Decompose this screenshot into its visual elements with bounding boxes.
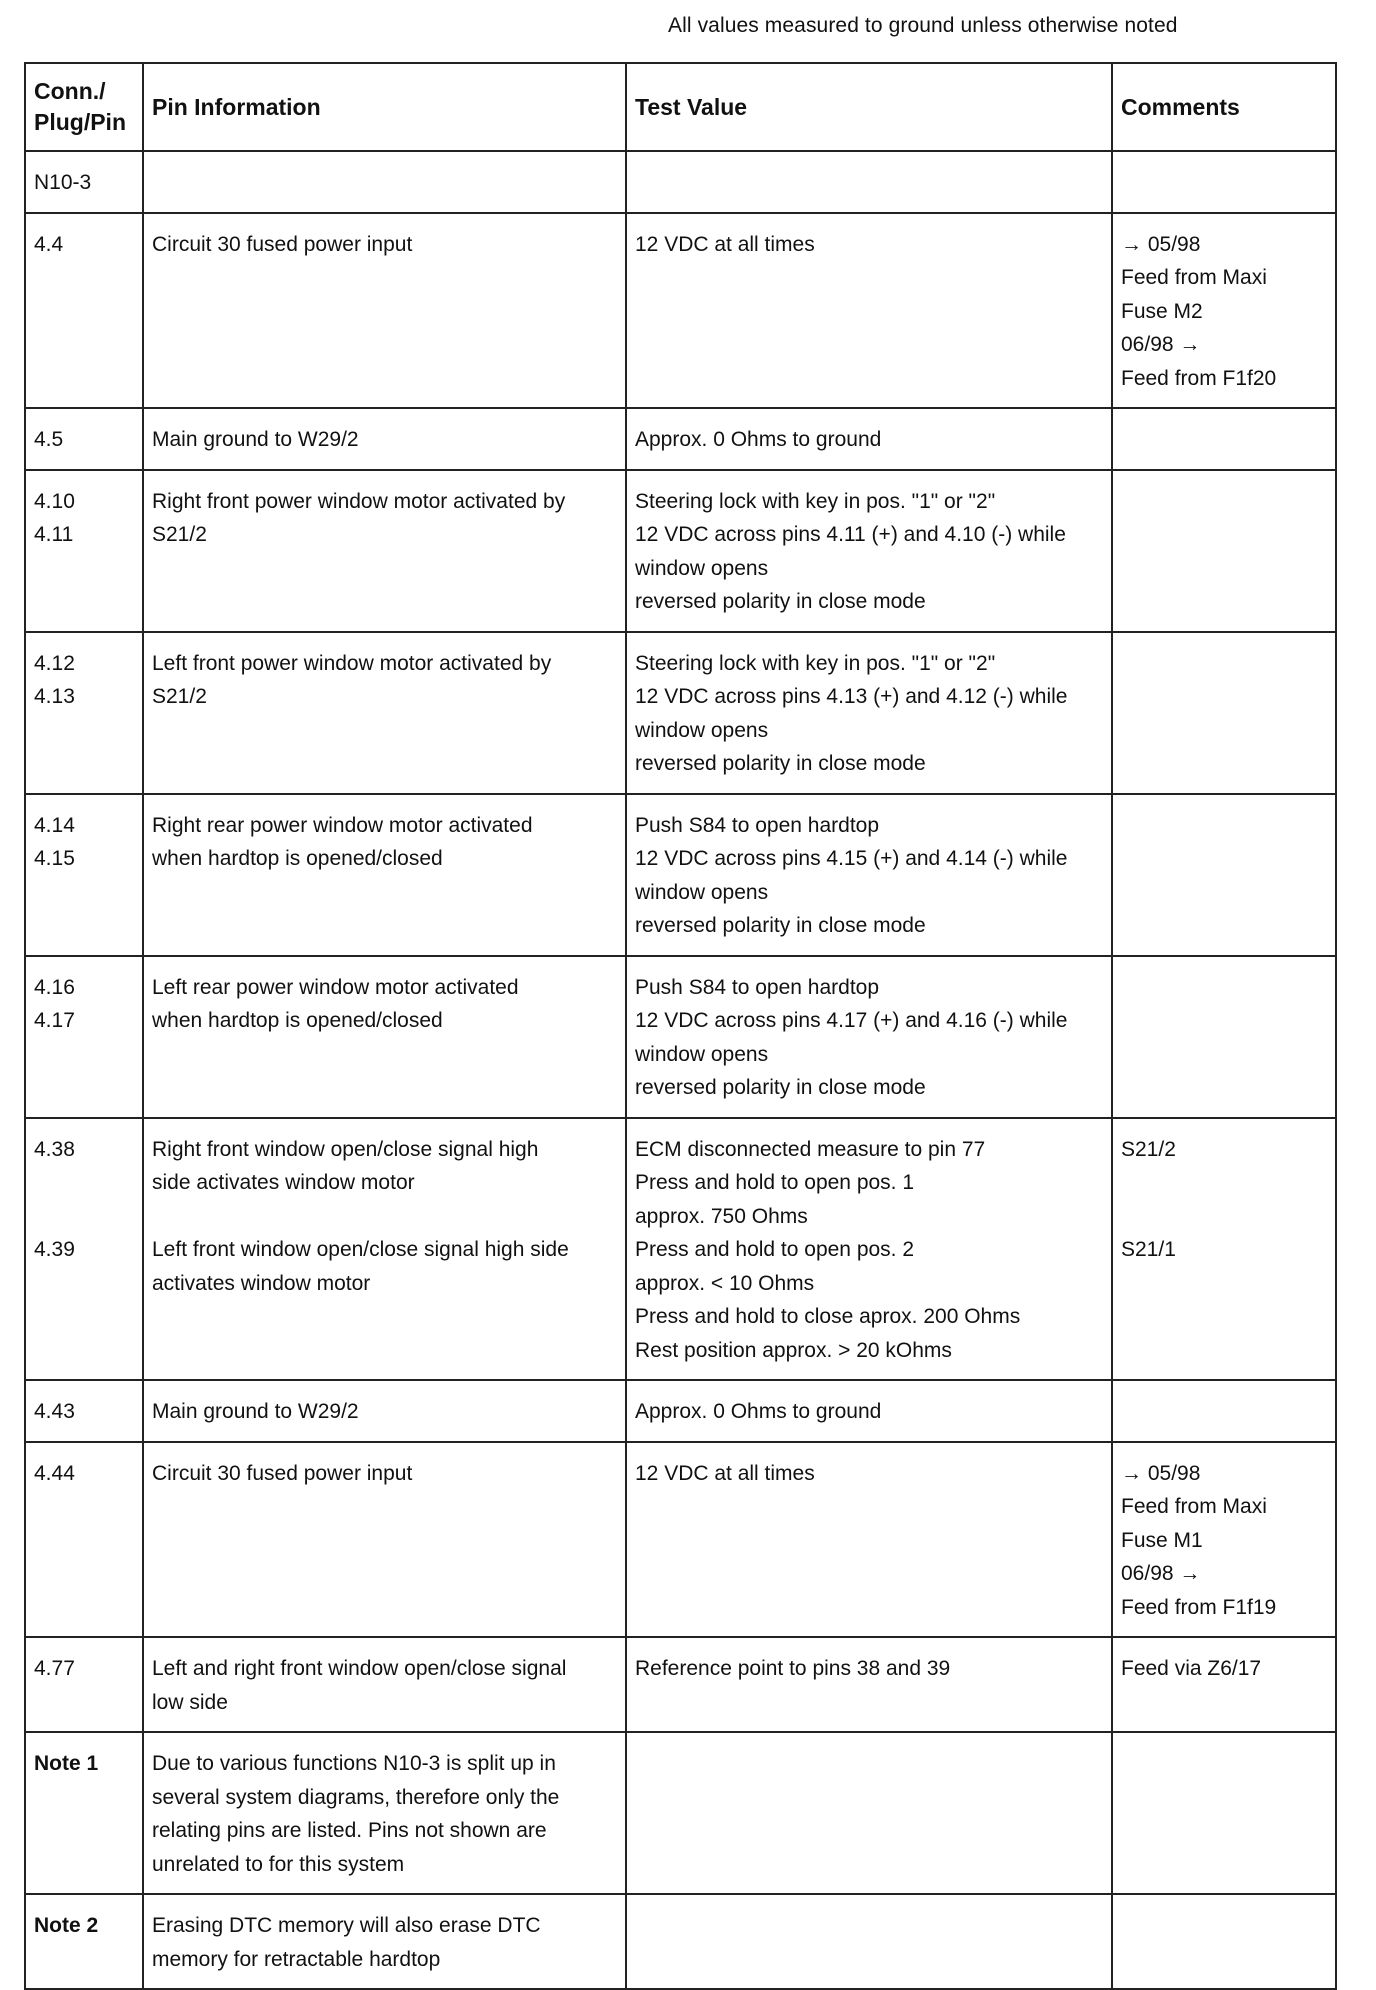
- comments-cell-line: Feed from Maxi: [1121, 266, 1267, 289]
- pin-info-cell-line: unrelated to for this system: [152, 1852, 405, 1876]
- pin-info-cell: [143, 794, 626, 956]
- pin-cell: [25, 956, 143, 1118]
- comments-cell: [1112, 1442, 1336, 1638]
- test-value-cell-line: Reference point to pins 38 and 39: [635, 1657, 951, 1680]
- measurement-note: All values measured to ground unless otherwise noted: [668, 14, 1178, 37]
- comments-cell: [1112, 1637, 1336, 1732]
- comments-cell: [1112, 213, 1336, 409]
- pin-cell-line: 4.4: [34, 232, 64, 256]
- test-value-cell-line: 12 VDC across pins 4.15 (+) and 4.14 (-) while: [635, 847, 1068, 870]
- pin-info-cell-line: Circuit 30 fused power input: [152, 1461, 413, 1485]
- pin-info-cell: [143, 470, 626, 632]
- comments-cell-line: Fuse M2: [1121, 299, 1203, 323]
- test-value-cell-line: 12 VDC across pins 4.17 (+) and 4.16 (-) while: [635, 1009, 1068, 1032]
- pin-info-cell-line: Erasing DTC memory will also erase DTC: [152, 1914, 541, 1937]
- pin-cell: [25, 470, 143, 632]
- pin-info-cell-line: memory for retractable hardtop: [152, 1947, 441, 1971]
- test-value-cell: [626, 470, 1112, 632]
- pin-cell-line: 4.16: [34, 975, 75, 999]
- test-value-cell-line: 12 VDC across pins 4.11 (+) and 4.10 (-) while: [635, 523, 1066, 546]
- comments-cell: [1112, 1380, 1336, 1442]
- test-value-cell-line: 12 VDC at all times: [635, 1461, 815, 1485]
- pin-info-cell-line: when hardtop is opened/closed: [152, 847, 443, 870]
- pin-info-cell-line: Circuit 30 fused power input: [152, 232, 413, 256]
- column-header-conn: [25, 63, 143, 151]
- column-header-conn-line1: Conn./: [34, 78, 106, 104]
- pin-cell: [25, 1380, 143, 1442]
- test-value-cell-line: reversed polarity in close mode: [635, 590, 926, 613]
- pin-cell: [25, 408, 143, 470]
- pin-info-cell-line: Left front power window motor activated by: [152, 651, 552, 675]
- pin-cell-line: Note 2: [34, 1914, 99, 1937]
- section-empty-cell: [1112, 151, 1336, 213]
- comments-cell: [1112, 794, 1336, 956]
- comments-cell-line: S21/1: [1121, 1238, 1176, 1261]
- pin-info-cell-line: Left and right front window open/close signal: [152, 1657, 567, 1680]
- test-value-cell-line: ECM disconnected measure to pin 77: [635, 1137, 986, 1161]
- pin-cell: [25, 794, 143, 956]
- pin-info-cell-line: side activates window motor: [152, 1171, 415, 1194]
- comments-cell-line: Feed via Z6/17: [1121, 1657, 1262, 1680]
- pin-cell-line: 4.13: [34, 685, 75, 708]
- test-value-cell: [626, 1380, 1112, 1442]
- pin-cell-line: 4.10: [34, 489, 75, 513]
- pin-cell: [25, 632, 143, 794]
- test-value-cell: [626, 408, 1112, 470]
- test-value-cell: [626, 1894, 1112, 1989]
- pin-cell-line: 4.15: [34, 847, 75, 870]
- test-value-cell-line: window opens: [635, 556, 769, 580]
- line-spacer: [152, 1200, 617, 1234]
- table-row: [25, 213, 1336, 409]
- test-value-cell: [626, 213, 1112, 409]
- test-value-cell-line: window opens: [635, 880, 769, 904]
- comments-cell: [1112, 956, 1336, 1118]
- test-value-cell: [626, 1118, 1112, 1381]
- pin-cell: [25, 1118, 143, 1381]
- pin-info-cell-line: S21/2: [152, 685, 207, 708]
- column-header-test-value: Test Value: [626, 63, 1112, 151]
- pin-info-cell: [143, 1637, 626, 1732]
- pin-info-cell: [143, 408, 626, 470]
- test-value-cell-line: Push S84 to open hardtop: [635, 813, 880, 837]
- pin-cell-line: Note 1: [34, 1752, 99, 1775]
- test-value-cell-line: reversed polarity in close mode: [635, 752, 926, 775]
- pin-cell-line: 4.5: [34, 428, 64, 451]
- comments-cell: [1112, 408, 1336, 470]
- column-header-comments: Comments: [1112, 63, 1336, 151]
- pin-cell-line: 4.39: [34, 1238, 75, 1261]
- test-value-cell-line: approx. < 10 Ohms: [635, 1271, 815, 1295]
- comments-cell: [1112, 1732, 1336, 1894]
- pin-cell: [25, 1442, 143, 1638]
- pin-info-cell: [143, 1118, 626, 1381]
- comments-cell-line: Feed from F1f19: [1121, 1595, 1277, 1619]
- pin-info-cell-line: Right front window open/close signal high: [152, 1137, 539, 1161]
- pin-info-cell-line: several system diagrams, therefore only the: [152, 1785, 560, 1809]
- pin-info-cell: [143, 956, 626, 1118]
- test-value-cell: [626, 1732, 1112, 1894]
- pin-info-cell-line: activates window motor: [152, 1271, 371, 1295]
- test-value-cell-line: Rest position approx. > 20 kOhms: [635, 1338, 952, 1362]
- test-value-cell: [626, 632, 1112, 794]
- test-value-cell: [626, 1442, 1112, 1638]
- note-row: [25, 1894, 1336, 1989]
- pin-table: [24, 62, 1337, 1990]
- comments-cell-line: S21/2: [1121, 1137, 1176, 1161]
- table-row: [25, 470, 1336, 632]
- comments-cell: [1112, 1118, 1336, 1381]
- test-value-cell: [626, 956, 1112, 1118]
- table-row: [25, 1442, 1336, 1638]
- pin-cell: [25, 1894, 143, 1989]
- section-label: N10-3: [25, 151, 143, 213]
- table-row: [25, 408, 1336, 470]
- pin-info-cell: [143, 1380, 626, 1442]
- test-value-cell-line: 12 VDC across pins 4.13 (+) and 4.12 (-) while: [635, 685, 1068, 708]
- test-value-cell: [626, 1637, 1112, 1732]
- pin-info-cell: [143, 1894, 626, 1989]
- table-body: [25, 151, 1336, 1989]
- comments-cell-line: Fuse M1: [1121, 1528, 1203, 1552]
- pin-info-cell-line: Right rear power window motor activated: [152, 813, 533, 837]
- line-spacer: [1121, 1200, 1327, 1234]
- pin-info-cell: [143, 632, 626, 794]
- pin-cell-line: 4.12: [34, 651, 75, 675]
- pin-cell-line: 4.38: [34, 1137, 75, 1161]
- test-value-cell-line: Press and hold to open pos. 2: [635, 1238, 915, 1261]
- comments-cell: [1112, 470, 1336, 632]
- pin-cell-line: 4.43: [34, 1400, 75, 1423]
- line-spacer: [34, 1200, 134, 1234]
- line-spacer: [34, 1166, 134, 1200]
- comments-cell-line: 06/98 →: [1121, 333, 1201, 356]
- table-row: [25, 1637, 1336, 1732]
- table-header-row: [25, 63, 1336, 151]
- pin-cell-line: 4.77: [34, 1657, 75, 1680]
- pin-info-cell-line: Right front power window motor activated by: [152, 489, 566, 513]
- pin-info-cell-line: when hardtop is opened/closed: [152, 1009, 443, 1032]
- test-value-cell-line: 12 VDC at all times: [635, 232, 815, 256]
- section-row: [25, 151, 1336, 213]
- test-value-cell-line: reversed polarity in close mode: [635, 914, 926, 937]
- table-row: [25, 1118, 1336, 1381]
- table-row: [25, 1380, 1336, 1442]
- comments-cell-line: → 05/98: [1121, 1461, 1201, 1485]
- table-row: [25, 956, 1336, 1118]
- pin-info-cell: [143, 1732, 626, 1894]
- pin-info-cell-line: Main ground to W29/2: [152, 428, 359, 451]
- test-value-cell-line: Press and hold to open pos. 1: [635, 1171, 915, 1194]
- test-value-cell-line: Approx. 0 Ohms to ground: [635, 428, 882, 451]
- pin-cell: [25, 213, 143, 409]
- line-spacer: [1121, 1166, 1327, 1200]
- pin-cell: [25, 1732, 143, 1894]
- pin-info-cell-line: Due to various functions N10-3 is split up in: [152, 1752, 556, 1775]
- pin-info-cell-line: Main ground to W29/2: [152, 1400, 359, 1423]
- table-row: [25, 632, 1336, 794]
- comments-cell-line: 06/98 →: [1121, 1562, 1201, 1585]
- pin-info-cell-line: low side: [152, 1690, 228, 1714]
- pin-info-cell-line: S21/2: [152, 523, 207, 546]
- test-value-cell-line: Steering lock with key in pos. "1" or "2": [635, 489, 996, 513]
- test-value-cell-line: window opens: [635, 1042, 769, 1066]
- pin-info-cell: [143, 213, 626, 409]
- column-header-conn-line2: Plug/Pin: [34, 109, 126, 135]
- pin-cell: [25, 1637, 143, 1732]
- pin-cell-line: 4.14: [34, 813, 75, 837]
- test-value-cell-line: Press and hold to close aprox. 200 Ohms: [635, 1305, 1021, 1328]
- pin-info-cell-line: Left front window open/close signal high side: [152, 1238, 569, 1261]
- comments-cell-line: Feed from Maxi: [1121, 1495, 1267, 1518]
- section-empty-cell: [626, 151, 1112, 213]
- pin-cell-line: 4.17: [34, 1009, 75, 1032]
- pin-cell-line: 4.44: [34, 1461, 75, 1485]
- pin-info-cell-line: relating pins are listed. Pins not shown are: [152, 1819, 547, 1842]
- section-empty-cell: [143, 151, 626, 213]
- test-value-cell-line: reversed polarity in close mode: [635, 1076, 926, 1099]
- note-row: [25, 1732, 1336, 1894]
- column-header-pin-info: Pin Information: [143, 63, 626, 151]
- table-row: [25, 794, 1336, 956]
- test-value-cell: [626, 794, 1112, 956]
- comments-cell-line: → 05/98: [1121, 232, 1201, 256]
- pin-cell-line: 4.11: [34, 523, 74, 546]
- comments-cell: [1112, 632, 1336, 794]
- test-value-cell-line: approx. 750 Ohms: [635, 1204, 808, 1228]
- test-value-cell-line: Steering lock with key in pos. "1" or "2": [635, 651, 996, 675]
- test-value-cell-line: window opens: [635, 718, 769, 742]
- test-value-cell-line: Push S84 to open hardtop: [635, 975, 880, 999]
- comments-cell-line: Feed from F1f20: [1121, 366, 1277, 390]
- test-value-cell-line: Approx. 0 Ohms to ground: [635, 1400, 882, 1423]
- comments-cell: [1112, 1894, 1336, 1989]
- pin-info-cell: [143, 1442, 626, 1638]
- pin-info-cell-line: Left rear power window motor activated: [152, 975, 519, 999]
